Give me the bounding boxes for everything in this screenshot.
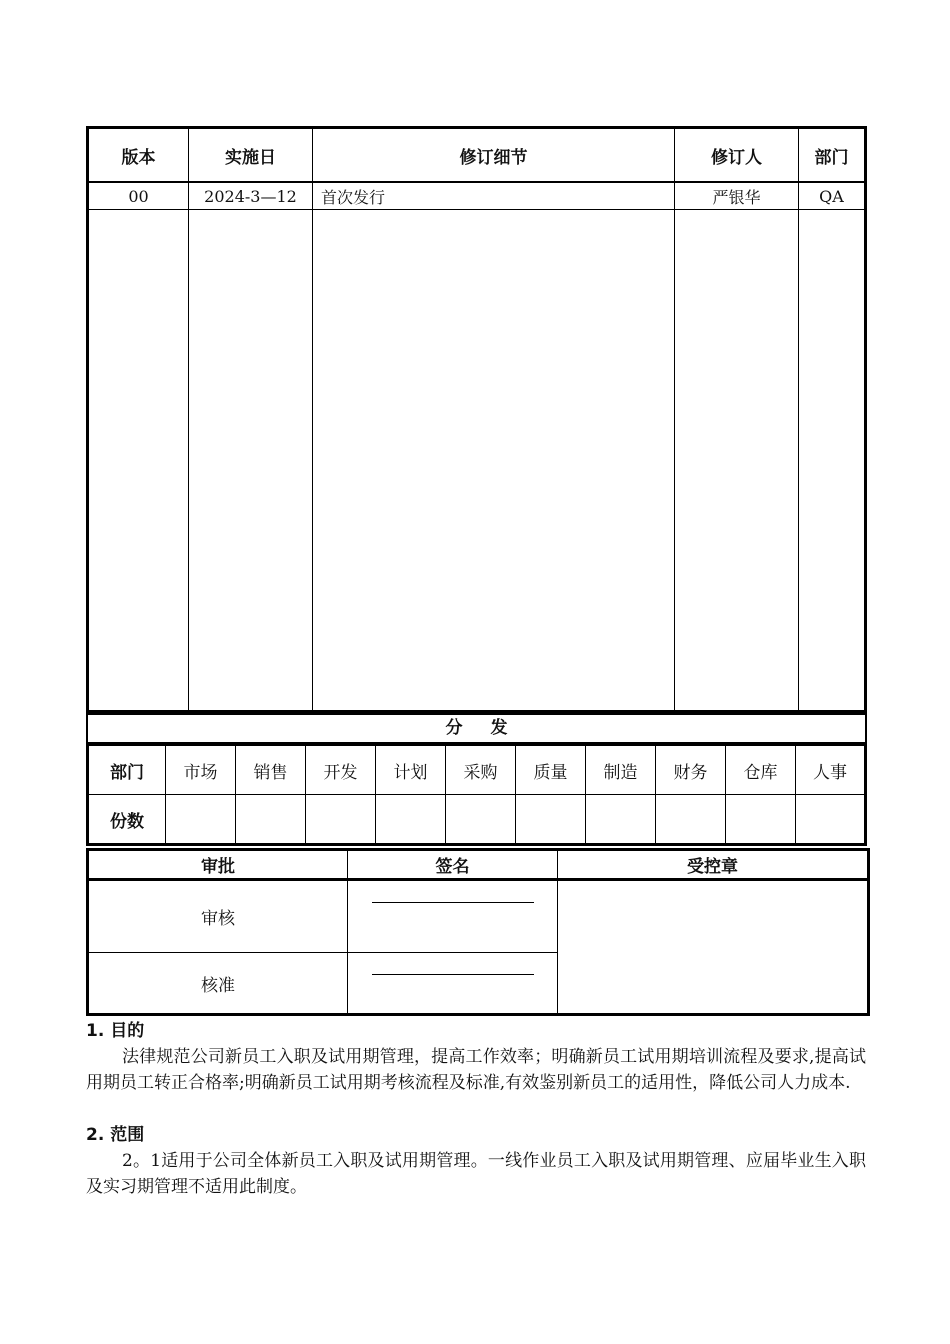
dept-label: 部门 <box>88 745 166 795</box>
count-cell <box>586 795 656 845</box>
header-approval: 审批 <box>88 850 348 880</box>
section-1-heading: 1. 目的 <box>86 1021 145 1041</box>
dept-market: 市场 <box>166 745 236 795</box>
count-cell <box>376 795 446 845</box>
blank-cell <box>675 210 799 712</box>
distribution-count-row <box>88 795 866 845</box>
count-cell <box>236 795 306 845</box>
count-cell <box>446 795 516 845</box>
signature-line <box>372 974 534 975</box>
review-signature-cell <box>348 880 558 953</box>
control-stamp-cell <box>558 880 869 1015</box>
count-cell <box>306 795 376 845</box>
distribution-table <box>86 743 867 846</box>
dept-quality: 质量 <box>516 745 586 795</box>
dept-planning: 计划 <box>376 745 446 795</box>
blank-cell <box>189 210 313 712</box>
dept-purchasing: 采购 <box>446 745 516 795</box>
blank-cell <box>313 210 675 712</box>
blank-cell <box>799 210 866 712</box>
count-cell <box>516 795 586 845</box>
count-label: 份数 <box>88 795 166 845</box>
header-dept: 部门 <box>799 128 866 183</box>
dept-warehouse: 仓库 <box>726 745 796 795</box>
cell-version: 00 <box>88 182 189 210</box>
count-cell <box>796 795 866 845</box>
header-version: 版本 <box>88 128 189 183</box>
header-detail: 修订细节 <box>313 128 675 183</box>
blank-cell <box>88 210 189 712</box>
header-date: 实施日 <box>189 128 313 183</box>
approval-header-row <box>88 850 869 880</box>
count-cell <box>166 795 236 845</box>
approval-table <box>86 848 870 1016</box>
revision-header-row <box>88 128 866 183</box>
distribution-dept-row <box>88 745 866 795</box>
section-2-heading: 2. 范围 <box>86 1125 145 1145</box>
approve-signature-cell <box>348 953 558 1015</box>
section-1-text: 法律规范公司新员工入职及试用期管理，提高工作效率；明确新员工试用期培训流程及要求,提高试用期员工转正合格率;明确新员工试用期考核流程及标准,有效鉴别新员工的适用性，降低公司人力成本. <box>86 1047 866 1093</box>
cell-dept: QA <box>799 182 866 210</box>
review-row <box>88 880 869 953</box>
count-cell <box>656 795 726 845</box>
count-cell <box>726 795 796 845</box>
header-control-stamp: 受控章 <box>558 850 869 880</box>
signature-line <box>372 902 534 903</box>
cell-reviser: 严银华 <box>675 182 799 210</box>
dept-sales: 销售 <box>236 745 306 795</box>
header-reviser: 修订人 <box>675 128 799 183</box>
dept-development: 开发 <box>306 745 376 795</box>
approve-label: 核准 <box>88 953 348 1015</box>
dept-hr: 人事 <box>796 745 866 795</box>
table-row <box>88 182 866 210</box>
section-2-text: 2。1适用于公司全体新员工入职及试用期管理。一线作业员工入职及试用期管理、应届毕业生入职及实习期管理不适用此制度。 <box>86 1151 866 1197</box>
cell-date: 2024-3—12 <box>189 182 313 210</box>
dept-manufacturing: 制造 <box>586 745 656 795</box>
cell-detail: 首次发行 <box>313 182 675 210</box>
distribution-title: 分发 <box>445 718 536 738</box>
blank-row <box>88 210 866 712</box>
revision-table <box>86 126 867 713</box>
distribution-title-box <box>86 713 867 744</box>
dept-finance: 财务 <box>656 745 726 795</box>
header-signature: 签名 <box>348 850 558 880</box>
review-label: 审核 <box>88 880 348 953</box>
